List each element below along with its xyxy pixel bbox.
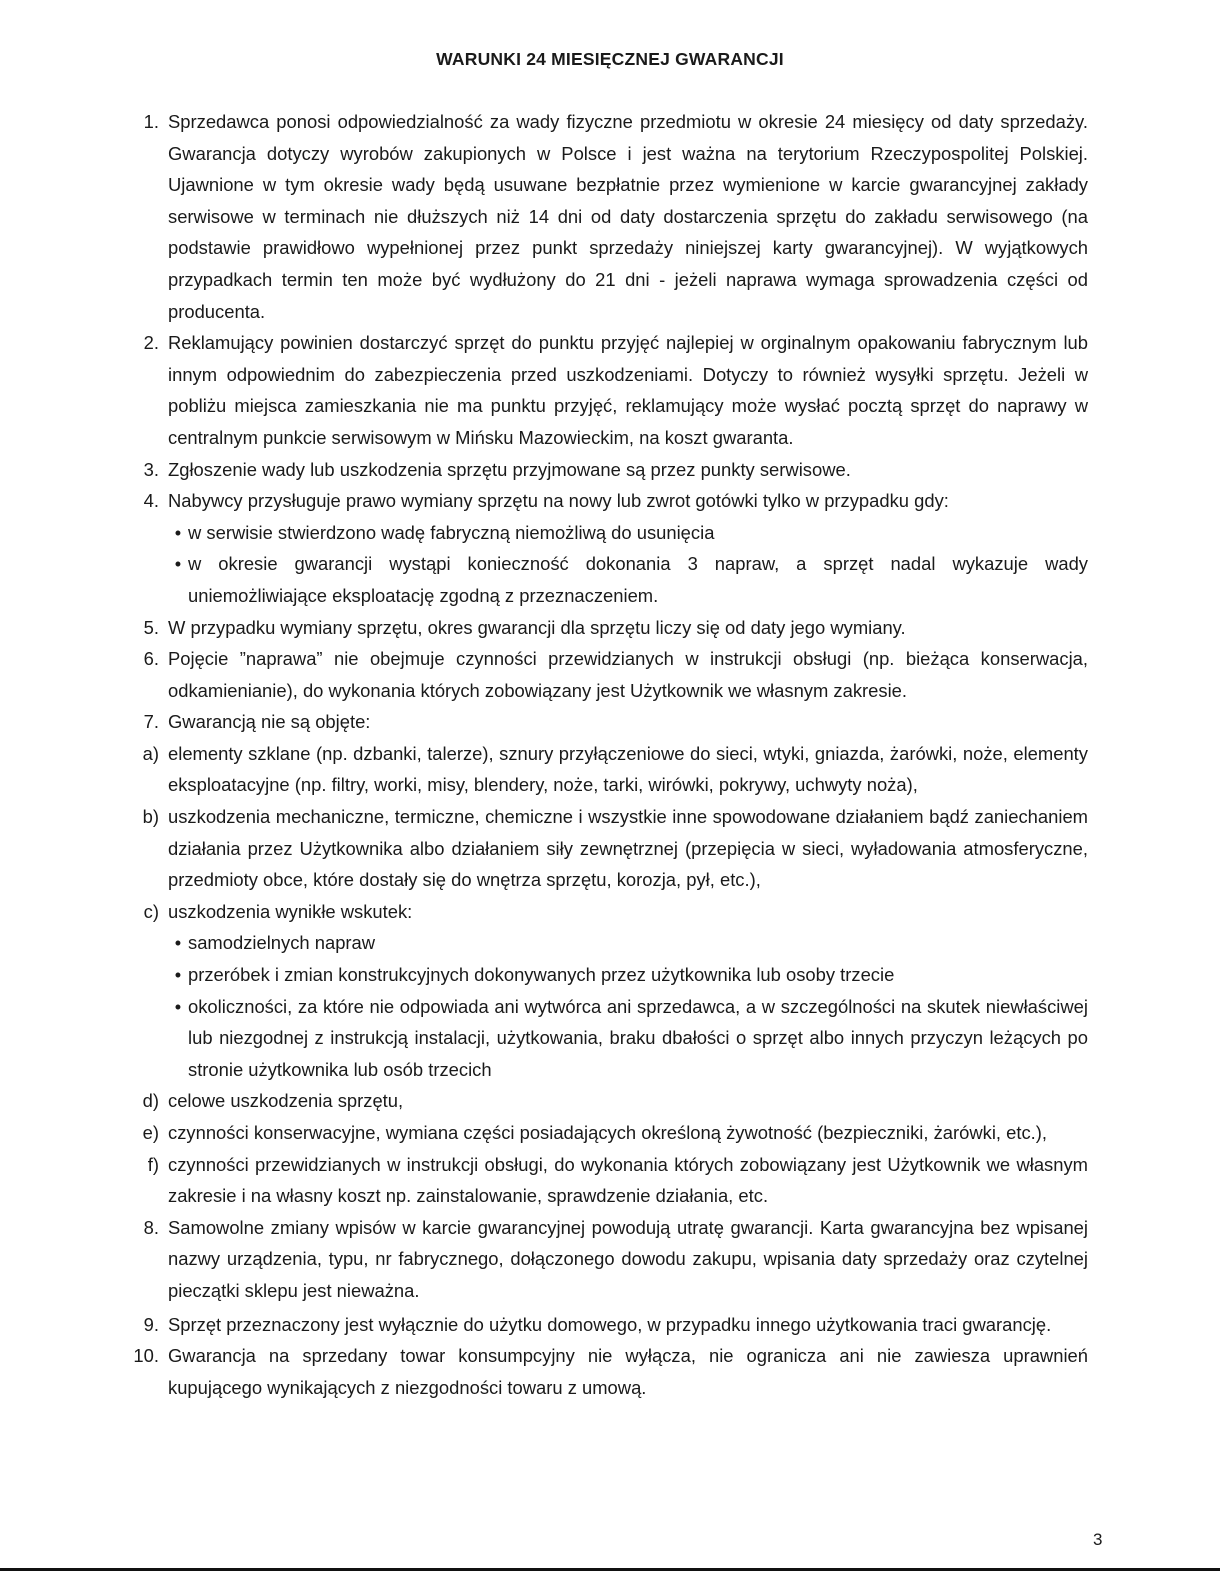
- item-text: Gwarancją nie są objęte:: [168, 711, 371, 733]
- bullet-text: w serwisie stwierdzono wadę fabryczną niemożliwą do usunięcia: [188, 521, 715, 543]
- item-text: Sprzęt przeznaczony jest wyłącznie do użytku domowego, w przypadku innego użytkowania traci gwarancję.: [168, 1313, 1052, 1335]
- item-text: Pojęcie ”naprawa” nie obejmuje czynności przewidzianych w instrukcji obsługi (np. bieżąca konserwacja, odkamienianie), do wykonania których zobowiązany jest Użytkownik we własnym zakresie.: [168, 648, 1088, 701]
- item-number: 8.: [143, 1216, 159, 1238]
- item-letter: a): [142, 742, 159, 764]
- item-text: czynności przewidzianych w instrukcji obsługi, do wykonania których zobowiązany jest Użytkownik we własnym zakresie i na własny koszt np. zainstalowanie, sprawdzenie działania, etc.: [168, 1153, 1088, 1207]
- warranty-terms-list: [130, 106, 1088, 1403]
- item-text: Zgłoszenie wady lub uszkodzenia sprzętu przyjmowane są przez punkty serwisowe.: [168, 458, 851, 480]
- list-item: [130, 1117, 1088, 1149]
- item-number: 9.: [143, 1313, 159, 1335]
- bullet-text: okoliczności, za które nie odpowiada ani wytwórca ani sprzedawca, a w szczególności na skutek niewłaściwej lub niezgodnej z instrukcją instalacji, użytkowania, braku dbałości o sprzęt albo innych przyczyn leżących po stronie użytkownika lub osób trzecich: [188, 995, 1088, 1080]
- list-item: [130, 454, 1088, 486]
- bullet-icon: •: [174, 521, 182, 543]
- bullet-icon: •: [174, 995, 182, 1017]
- bullet-item: [168, 548, 1088, 611]
- bullet-item: [168, 959, 1088, 991]
- page-title: WARUNKI 24 MIESIĘCZNEJ GWARANCJI: [436, 49, 784, 69]
- item-number: 3.: [143, 458, 159, 480]
- item-text: uszkodzenia wynikłe wskutek:: [168, 900, 413, 922]
- bullet-text: przeróbek i zmian konstrukcyjnych dokonywanych przez użytkownika lub osoby trzecie: [188, 964, 895, 986]
- item-letter: c): [143, 900, 159, 922]
- item-number: 5.: [143, 616, 159, 638]
- bullet-item: [168, 927, 1088, 959]
- item-text: elementy szklane (np. dzbanki, talerze), sznury przyłączeniowe do sieci, wtyki, gniazda, żarówki, noże, elementy eksploatacyjne (np. filtry, worki, misy, blendery, noże, tarki, wirówki, pokrywy, uchwyty noża),: [168, 742, 1088, 796]
- item-letter: d): [142, 1090, 159, 1112]
- item-number: 1.: [143, 111, 159, 132]
- list-item: [130, 1149, 1088, 1212]
- item-text: W przypadku wymiany sprzętu, okres gwarancji dla sprzętu liczy się od daty jego wymiany.: [168, 616, 906, 638]
- list-item: [130, 1309, 1088, 1341]
- bullet-icon: •: [174, 553, 182, 575]
- list-item: [130, 706, 1088, 738]
- list-item: [130, 327, 1088, 453]
- item-number: 2.: [143, 332, 159, 354]
- list-item: [130, 1340, 1088, 1403]
- item-letter: f): [147, 1153, 159, 1175]
- bullet-text: samodzielnych napraw: [188, 932, 376, 954]
- list-item: [130, 485, 1088, 517]
- item-text: Nabywcy przysługuje prawo wymiany sprzętu na nowy lub zwrot gotówki tylko w przypadku gdy:: [168, 490, 949, 512]
- bullet-item: [168, 517, 1088, 549]
- item-text: Reklamujący powinien dostarczyć sprzęt do punktu przyjęć najlepiej w orginalnym opakowaniu fabrycznym lub innym odpowiednim do zabezpieczenia przed uszkodzeniami. Dotyczy to również wysyłki sprzętu. Jeżeli w pobliżu miejsca zamieszkania nie ma punktu przyjęć, reklamujący może wysłać pocztą sprzęt do naprawy w centralnym punkcie serwisowym w Mińsku Mazowieckim, na koszt gwaranta.: [168, 332, 1088, 448]
- item-number: 4.: [143, 490, 159, 512]
- item-number: 7.: [143, 711, 159, 733]
- bullet-icon: •: [174, 932, 182, 954]
- list-item: [130, 106, 1088, 327]
- item-number: 6.: [143, 648, 159, 670]
- item-text: Sprzedawca ponosi odpowiedzialność za wady fizyczne przedmiotu w okresie 24 miesięcy od daty sprzedaży. Gwarancja dotyczy wyrobów zakupionych w Polsce i jest ważna na terytorium Rzeczypospolitej Polskiej. Ujawnione w tym okresie wady będą usuwane bezpłatnie przez wymienione w karcie gwarancyjnej zakłady serwisowe w terminach nie dłuższych niż 14 dni od daty dostarczenia sprzętu do zakładu serwisowego (na podstawie prawidłowo wypełnionej przez punkt sprzedaży niniejszej karty gwarancyjnej). W wyjątkowych przypadkach termin ten może być wydłużony do 21 dni - jeżeli naprawa wymaga sprowadzenia części od producenta.: [168, 111, 1088, 322]
- list-item: [130, 612, 1088, 644]
- item-letter: e): [142, 1122, 159, 1143]
- bullet-icon: •: [174, 964, 182, 986]
- item-letter: b): [142, 806, 159, 828]
- list-item: [130, 738, 1088, 801]
- item-text: Gwarancja na sprzedany towar konsumpcyjny nie wyłącza, nie ogranicza ani nie zawiesza uprawnień kupującego wynikających z niezgodności towaru z umową.: [168, 1345, 1088, 1398]
- list-item: [130, 896, 1088, 928]
- item-text: Samowolne zmiany wpisów w karcie gwarancyjnej powodują utratę gwarancji. Karta gwarancyjna bez wpisanej nazwy urządzenia, typu, nr fabrycznego, dołączonego dowodu zakupu, wpisania daty sprzedaży oraz czytelnej pieczątki sklepu jest nieważna.: [168, 1216, 1088, 1301]
- bullet-text: w okresie gwarancji wystąpi konieczność dokonania 3 napraw, a sprzęt nadal wykazuje wady uniemożliwiające eksploatację zgodną z przeznaczeniem.: [188, 553, 1088, 606]
- item-text: czynności konserwacyjne, wymiana części posiadających określoną żywotność (bezpieczniki, żarówki, etc.),: [168, 1122, 1048, 1143]
- list-item: [130, 643, 1088, 706]
- list-item: [130, 1085, 1088, 1117]
- bullet-item: [168, 991, 1088, 1086]
- list-item: [130, 801, 1088, 896]
- list-item: [130, 1212, 1088, 1307]
- bottom-divider: [0, 1568, 1220, 1571]
- item-text: celowe uszkodzenia sprzętu,: [168, 1090, 404, 1112]
- item-number: 10.: [133, 1345, 159, 1367]
- item-text: uszkodzenia mechaniczne, termiczne, chemiczne i wszystkie inne spowodowane działaniem bądź zaniechaniem działania przez Użytkownika albo działaniem siły zewnętrznej (przepięcia w sieci, wyładowania atmosferyczne, przedmioty obce, które dostały się do wnętrza sprzętu, korozja, pył, etc.),: [168, 806, 1088, 891]
- page-number: 3: [1093, 1530, 1103, 1549]
